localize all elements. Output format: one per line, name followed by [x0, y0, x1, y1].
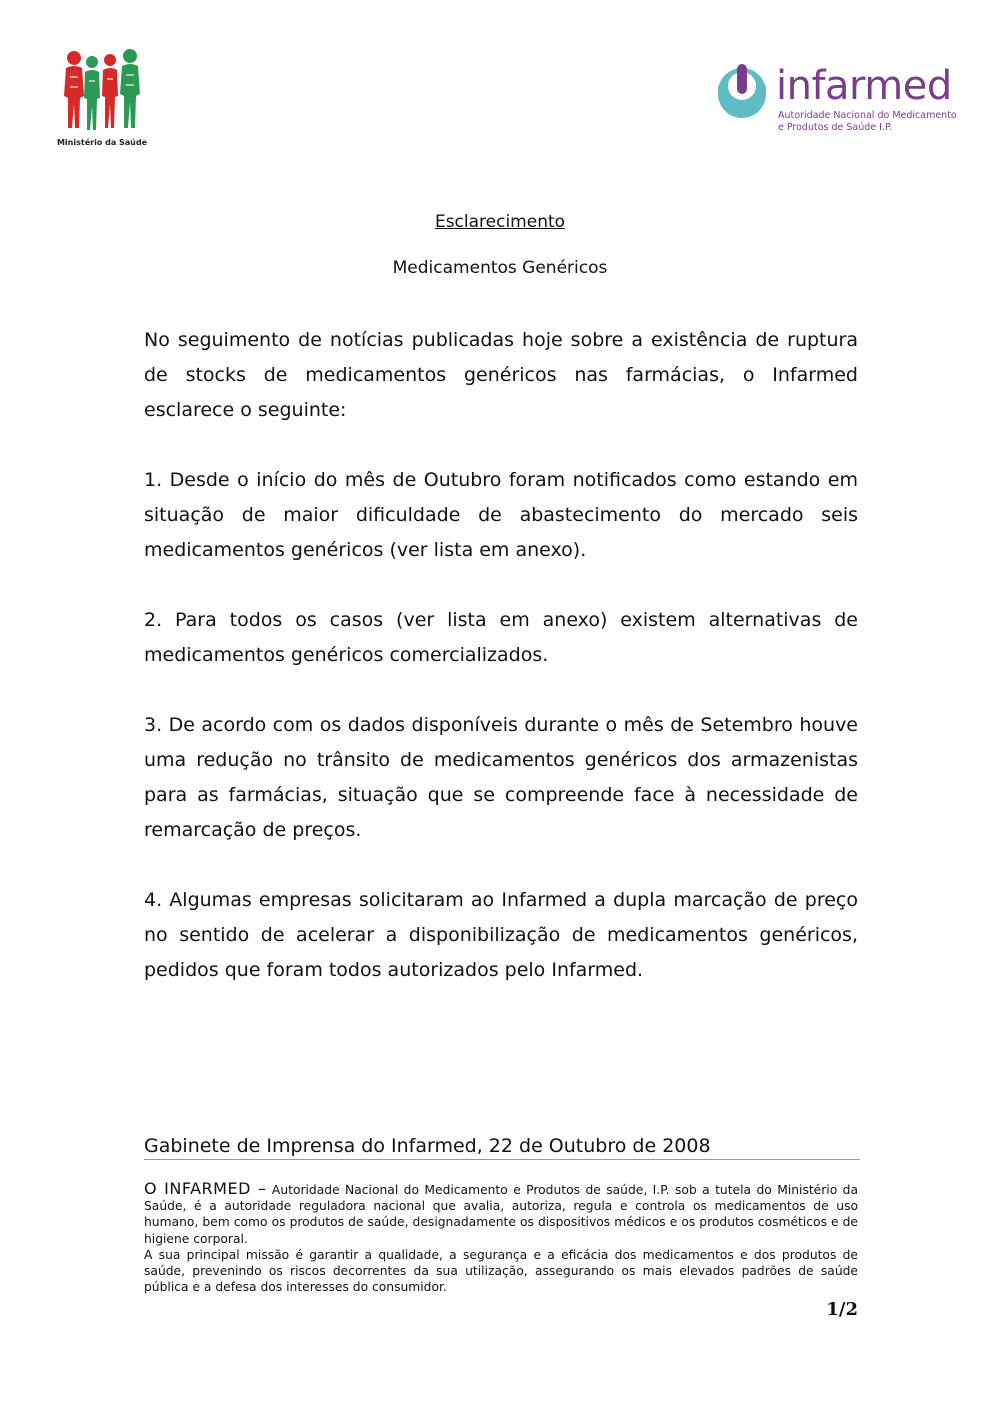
point-1-paragraph: 1. Desde o início do mês de Outubro foram notificados como estando em situação de maior dificuldade de abastecimento do mercado seis medicamentos genéricos (ver lista em anexo). [144, 469, 858, 561]
press-office-line: Gabinete de Imprensa do Infarmed, 22 de Outubro de 2008 [144, 1133, 860, 1160]
infarmed-emblem-icon [714, 62, 774, 122]
intro-paragraph: No seguimento de notícias publicadas hoje sobre a existência de ruptura de stocks de medicamentos genéricos nas farmácias, o Infarmed esclarece o seguinte: [144, 329, 858, 421]
ministerio-logo-text: Ministério da Saúde [56, 138, 148, 147]
document-heading: Esclarecimento [434, 212, 566, 232]
infarmed-tagline-line1: Autoridade Nacional do Medicamento [778, 110, 957, 121]
point-4-paragraph: 4. Algumas empresas solicitaram ao Infarmed a dupla marcação de preço no sentido de acelerar a disponibilização de medicamentos genéricos, pedidos que foram todos autorizados pelo Infarmed. [144, 889, 858, 981]
point-3-paragraph: 3. De acordo com os dados disponíveis durante o mês de Setembro houve uma redução no trânsito de medicamentos genéricos dos armazenistas para as farmácias, situação que se compreende face à necessidade de remarcação de preços. [144, 714, 858, 841]
infarmed-wordmark: infarmed [776, 63, 952, 109]
about-paragraph-1 [144, 1181, 858, 1247]
about-paragraph-2: A sua principal missão é garantir a qualidade, a segurança e a eficácia dos medicamentos e dos produtos de saúde, prevenindo os riscos decorrentes da sua utilização, assegurando os mais elevados padrões de saúde pública e a defesa dos interesses do consumidor. [144, 1247, 858, 1295]
infarmed-tagline [778, 110, 958, 134]
about-text-1: Autoridade Nacional do Medicamento e Produtos de saúde, I.P. sob a tutela do Ministério da Saúde, é a autoridade reguladora nacional que avalia, autoriza, regula e controla os medicamentos de uso humano, bem como os produtos de saúde, designadamente os dispositivos médicos e os produtos cosméticos e de higiene corporal. [144, 1183, 858, 1246]
ministerio-figures-icon [60, 48, 144, 134]
document-subheading: Medicamentos Genéricos [392, 258, 608, 278]
document-body [144, 323, 858, 1023]
point-2-paragraph: 2. Para todos os casos (ver lista em anexo) existem alternativas de medicamentos genéricos comercializados. [144, 609, 858, 666]
ministerio-da-saude-logo [52, 48, 152, 152]
page-number: 1/2 [826, 1299, 858, 1320]
infarmed-tagline-line2: e Produtos de Saúde I.P. [778, 122, 893, 133]
infarmed-logo [714, 62, 957, 142]
about-lead: O INFARMED – [144, 1179, 267, 1198]
about-infarmed [144, 1181, 858, 1295]
